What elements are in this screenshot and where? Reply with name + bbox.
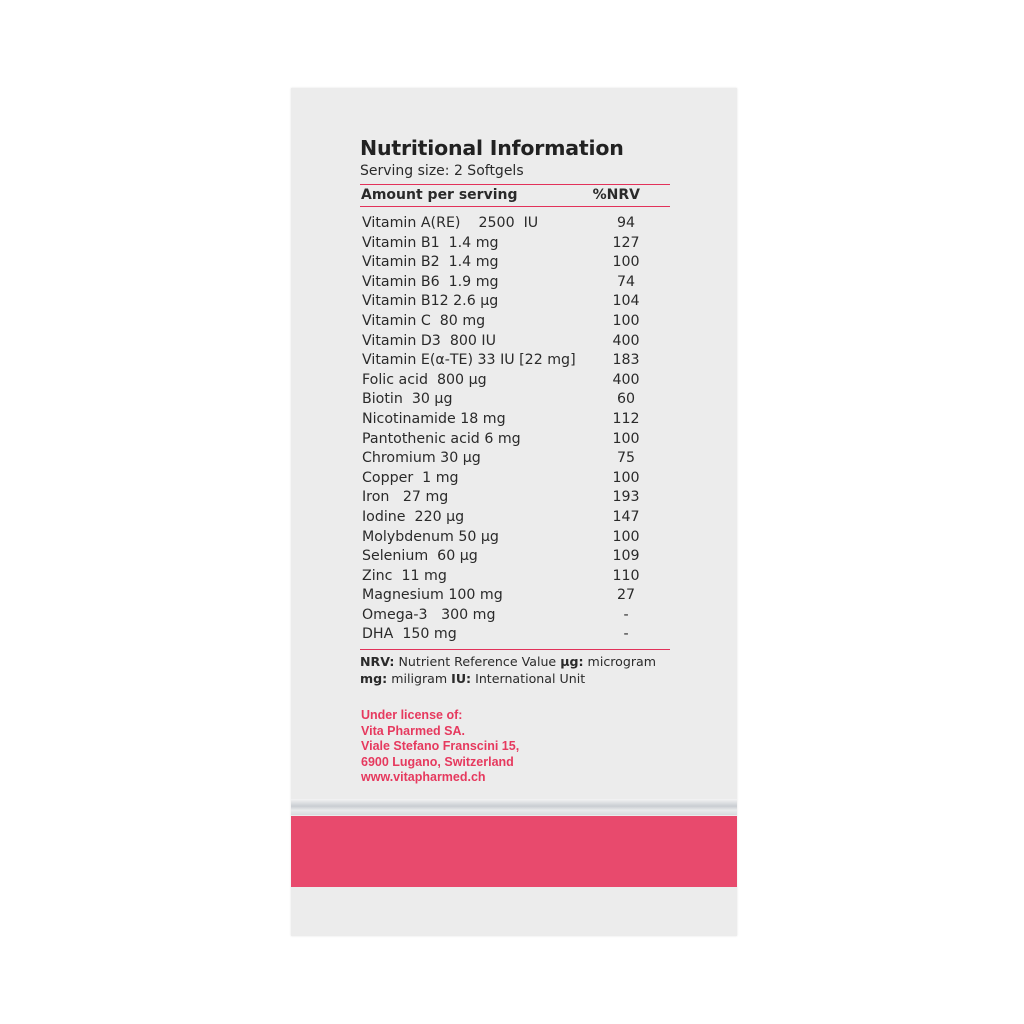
nutrient-name: Iron 27 mg bbox=[362, 489, 449, 506]
nutrient-name: Vitamin B12 2.6 µg bbox=[362, 293, 499, 310]
nutrient-row bbox=[360, 312, 670, 332]
nutrient-table bbox=[360, 214, 670, 645]
nutrient-row bbox=[360, 449, 670, 469]
nutrient-nrv: 127 bbox=[612, 234, 640, 251]
legend bbox=[360, 653, 670, 687]
panel-title: Nutritional Information bbox=[360, 136, 624, 160]
nutrient-name: Molybdenum 50 µg bbox=[362, 528, 499, 545]
nutrient-name: Copper 1 mg bbox=[362, 469, 459, 486]
table-header bbox=[360, 184, 670, 207]
nutrient-row bbox=[360, 469, 670, 489]
nutrient-row bbox=[360, 606, 670, 626]
nutrient-nrv: 100 bbox=[612, 469, 640, 486]
nutrient-name: Pantothenic acid 6 mg bbox=[362, 430, 521, 447]
nutrient-row bbox=[360, 332, 670, 352]
nutrient-row bbox=[360, 371, 670, 391]
nutrient-name: Zinc 11 mg bbox=[362, 567, 447, 584]
legend-line-2 bbox=[360, 670, 670, 687]
nutrient-row bbox=[360, 390, 670, 410]
nutrient-nrv: 110 bbox=[612, 567, 640, 584]
company-website: www.vitapharmed.ch bbox=[361, 770, 486, 785]
legend-ug-text: microgram bbox=[587, 654, 657, 670]
red-band bbox=[291, 816, 737, 887]
nutrient-row bbox=[360, 547, 670, 567]
legend-iu-text: International Unit bbox=[475, 671, 586, 687]
nutrient-name: Omega-3 300 mg bbox=[362, 606, 496, 623]
nutrient-nrv: 112 bbox=[612, 410, 640, 427]
nutrient-row bbox=[360, 253, 670, 273]
nutrient-name: Magnesium 100 mg bbox=[362, 587, 503, 604]
nutrient-name: Vitamin B6 1.9 mg bbox=[362, 273, 499, 290]
nutrient-row bbox=[360, 351, 670, 371]
nutrient-name: Vitamin B1 1.4 mg bbox=[362, 234, 499, 251]
nutrient-nrv: 109 bbox=[612, 548, 640, 565]
nutrient-nrv: 100 bbox=[612, 254, 640, 271]
nutrient-name: Nicotinamide 18 mg bbox=[362, 410, 506, 427]
nutrient-name: Vitamin A(RE) 2500 IU bbox=[362, 215, 539, 231]
nutrient-row bbox=[360, 273, 670, 293]
nutrient-row bbox=[360, 430, 670, 450]
nutrient-nrv: 104 bbox=[612, 293, 640, 310]
nutrient-name: Vitamin D3 800 IU bbox=[362, 332, 496, 349]
nutrient-nrv: 147 bbox=[612, 508, 640, 525]
nutrient-name: Folic acid 800 µg bbox=[362, 371, 487, 388]
legend-mg-text: miligram bbox=[391, 671, 448, 687]
nutrition-facts-panel bbox=[360, 134, 670, 687]
amount-header: Amount per serving bbox=[361, 187, 518, 203]
nutrient-nrv: 400 bbox=[612, 332, 640, 349]
nutrient-nrv: - bbox=[623, 606, 629, 623]
company-city: 6900 Lugano, Switzerland bbox=[361, 754, 514, 769]
nutrient-row bbox=[360, 567, 670, 587]
license-heading: Under license of: bbox=[361, 708, 463, 722]
nutrient-nrv: - bbox=[623, 626, 629, 643]
nutrient-nrv: 193 bbox=[612, 489, 640, 506]
nutrient-row bbox=[360, 292, 670, 312]
nutrient-nrv: 94 bbox=[616, 215, 636, 231]
nutrient-row bbox=[360, 410, 670, 430]
legend-line-1 bbox=[360, 653, 670, 670]
nutrient-row bbox=[360, 586, 670, 606]
legend-mg-abbr: mg: bbox=[360, 671, 388, 687]
nutrient-nrv: 400 bbox=[612, 371, 640, 388]
nutrient-row bbox=[360, 234, 670, 254]
nutrient-nrv: 100 bbox=[612, 528, 640, 545]
serving-size: Serving size: 2 Softgels bbox=[360, 163, 524, 179]
nutrient-name: Vitamin C 80 mg bbox=[362, 312, 486, 329]
nutrient-nrv: 100 bbox=[612, 430, 640, 447]
legend-ug-abbr: µg: bbox=[560, 654, 584, 670]
nutrient-name: Chromium 30 µg bbox=[362, 450, 481, 467]
nrv-header: %NRV bbox=[592, 187, 640, 203]
company-name: Vita Pharmed SA. bbox=[361, 723, 465, 738]
legend-nrv-abbr: NRV: bbox=[360, 654, 395, 670]
table-divider bbox=[360, 649, 670, 650]
nutrient-row bbox=[360, 508, 670, 528]
nutrient-nrv: 75 bbox=[616, 450, 636, 467]
company-street: Viale Stefano Franscini 15, bbox=[361, 739, 520, 754]
nutrient-name: DHA 150 mg bbox=[362, 626, 457, 643]
nutrient-nrv: 183 bbox=[612, 352, 640, 369]
legend-iu-abbr: IU: bbox=[451, 671, 472, 687]
nutrient-nrv: 60 bbox=[616, 391, 636, 408]
legend-nrv-text: Nutrient Reference Value bbox=[398, 654, 557, 670]
nutrient-name: Iodine 220 µg bbox=[362, 508, 465, 525]
nutrient-row bbox=[360, 625, 670, 645]
nutrient-nrv: 74 bbox=[616, 273, 636, 290]
nutrient-name: Vitamin B2 1.4 mg bbox=[362, 254, 499, 271]
nutrient-row bbox=[360, 214, 670, 234]
nutrient-name: Selenium 60 µg bbox=[362, 548, 478, 565]
nutrient-row bbox=[360, 488, 670, 508]
nutrient-name: Vitamin E(α-TE) 33 IU [22 mg] bbox=[362, 352, 576, 369]
nutrient-nrv: 27 bbox=[616, 587, 636, 604]
nutrient-nrv: 100 bbox=[612, 312, 640, 329]
license-info bbox=[361, 708, 519, 786]
nutrient-row bbox=[360, 528, 670, 548]
nutrient-name: Biotin 30 µg bbox=[362, 391, 453, 408]
silver-stripe bbox=[291, 799, 737, 815]
